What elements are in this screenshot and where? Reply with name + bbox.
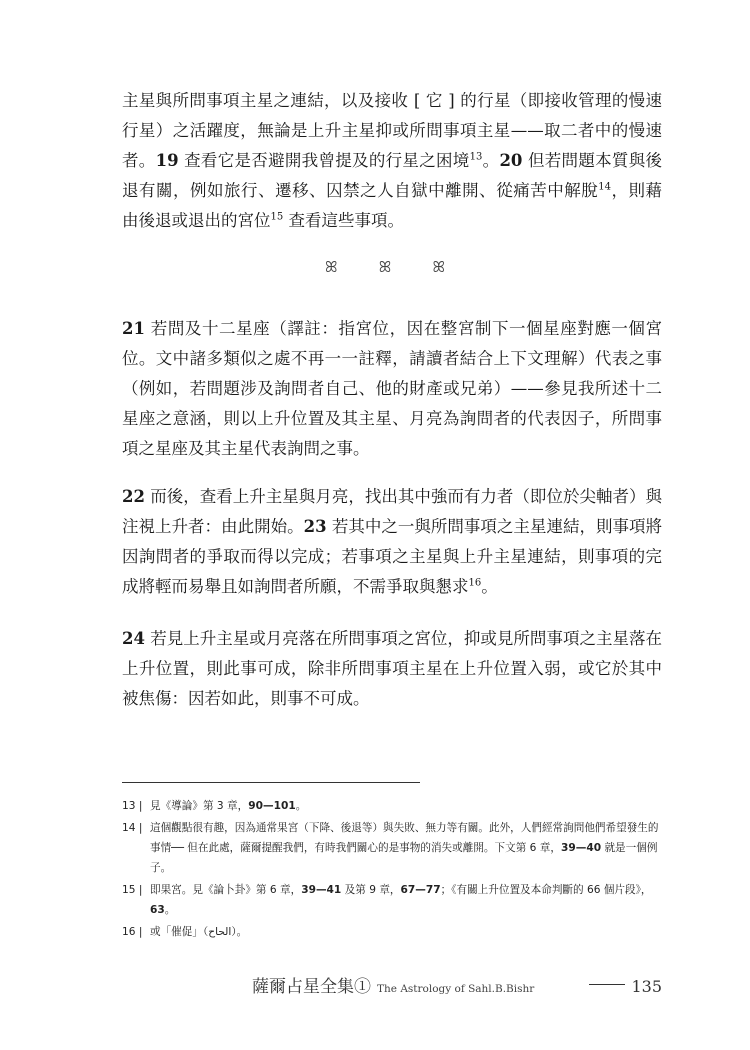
ornament-glyph: ꕤ	[325, 258, 338, 276]
page-number: 135	[631, 977, 662, 996]
footnote-13: 13 | 見《導論》第 3 章，90—101。	[122, 796, 662, 816]
footnote-number: 14 |	[122, 822, 143, 834]
footnote-number: 15 |	[122, 884, 143, 896]
footnote-number: 16 |	[122, 926, 143, 938]
footnote-14: 14 | 這個觀點很有趣，因為通常果宮（下降、後退等）與失敗、無力等有關。此外，人們經常詢問他們希望發生的事情── 但在此處，薩爾提醒我們，有時我們關心的是事物的消失或離開。下文第 6 章，39—40 就是一個例子。	[122, 818, 662, 878]
footnote-16: 16 | 或「催促」（الحاح）。	[122, 922, 662, 942]
sentence-number-22: 22	[122, 487, 145, 506]
footnote-ref-13[interactable]: 13	[469, 151, 483, 163]
ornament-glyph: ꕤ	[378, 258, 392, 276]
footnote-ref-14[interactable]: 14	[598, 181, 611, 193]
book-title-english: The Astrology of Sahl.B.Bishr	[377, 983, 535, 995]
ornament-glyph: ꕤ	[432, 258, 445, 276]
footnote-divider	[122, 782, 420, 783]
sentence-number-24: 24	[122, 629, 145, 648]
footnotes	[122, 796, 662, 944]
footnote-ref-16[interactable]: 16	[468, 577, 482, 589]
sentence-number-21: 21	[122, 319, 145, 338]
page-footer	[252, 972, 662, 996]
footnote-15: 15 | 即果宮。見《論卜卦》第 6 章，39—41 及第 9 章，67—77；《有關上升位置及本命判斷的 66 個片段》，63。	[122, 880, 662, 920]
book-title: 薩爾占星全集①	[252, 977, 371, 997]
paragraph-24: 24 若見上升主星或月亮落在所問事項之宮位，抑或見所問事項之主星落在上升位置，則此事可成，除非所問事項主星在上升位置入弱，或它於其中被焦傷：因若如此，則事不可成。	[122, 629, 662, 708]
footer-dash	[589, 984, 625, 985]
paragraph-1: 主星與所問事項主星之連結，以及接收 [ 它 ] 的行星（即接收管理的慢速行星）之活躍度，無論是上升主星抑或所問事項主星——取二者中的慢速者。19 查看它是否避開我曾提及的行星之困境$^{13}$。20 但若問題本質與後退有關，例如旅行、遷移、囚禁之人自獄中離開、從痛苦中解脫$^{14}$，則藉由後退或退出的宮位$^{15}$ 查看這些事項。	[122, 91, 663, 230]
arabic-term: الحاح	[208, 926, 232, 938]
sentence-number-23: 23	[303, 517, 327, 536]
section-ornament	[325, 258, 445, 276]
footnote-ref-15[interactable]: 15	[270, 211, 284, 223]
paragraph-22: 22 而後，查看上升主星與月亮，找出其中強而有力者（即位於尖軸者）與注視上升者：由此開始。23 若其中之一與所問事項之主星連結，則事項將因詢問者的爭取而得以完成；若事項之主星與上升主星連結，則事項的完成將輕而易舉且如詢問者所願，不需爭取與懇求$^{16}$。	[122, 487, 663, 596]
sentence-number-19: 19	[155, 151, 179, 170]
paragraph-21: 21 若問及十二星座（譯註：指宮位，因在整宮制下一個星座對應一個宮位。文中諸多類似之處不再一一註釋，請讀者結合上下文理解）代表之事（例如，若問題涉及詢問者自己、他的財產或兄弟）——參見我所述十二星座之意涵，則以上升位置及其主星、月亮為詢問者的代表因子，所問事項之星座及其主星代表詢問之事。	[122, 319, 662, 458]
footnote-number: 13 |	[122, 800, 143, 812]
sentence-number-20: 20	[499, 151, 523, 170]
